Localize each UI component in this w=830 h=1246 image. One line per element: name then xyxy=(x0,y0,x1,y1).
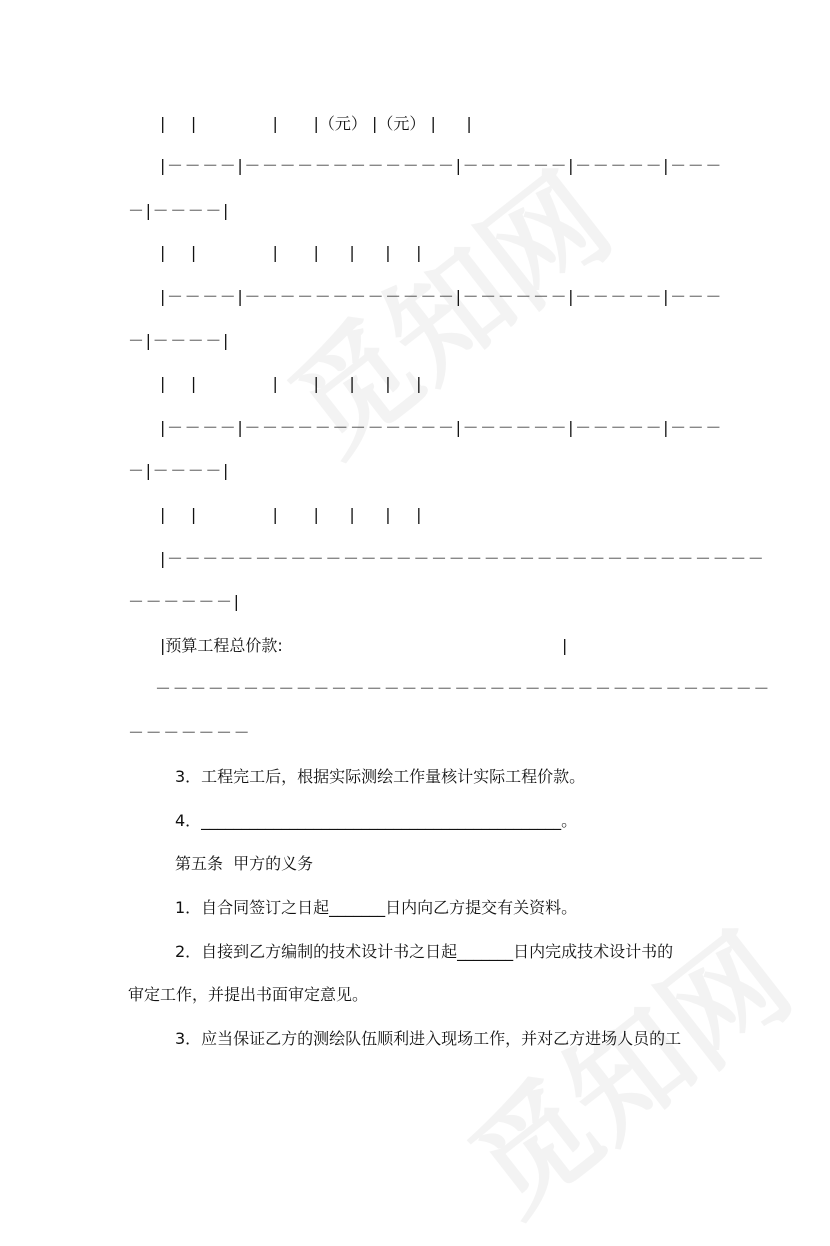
table-separator: |－－－－|－－－－－－－－－－－－|－－－－－－|－－－－－|－－－ xyxy=(160,418,723,437)
table-separator: －－－－－－| xyxy=(128,592,241,611)
table-row: | | | | | | | xyxy=(160,243,422,262)
table-border: | xyxy=(562,636,568,655)
paragraph: 3．应当保证乙方的测绘队伍顺利进入现场工作，并对乙方进场人员的工 xyxy=(175,1029,682,1048)
total-price-label: |预算工程总价款: xyxy=(160,636,283,655)
paragraph: 审定工作，并提出书面审定意见。 xyxy=(128,985,369,1004)
article-heading: 第五条 甲方的义务 xyxy=(175,854,314,873)
table-bottom-border: －－－－－－－－－－－－－－－－－－－－－－－－－－－－－－－－－－－ xyxy=(155,679,772,698)
table-separator: |－－－－|－－－－－－－－－－－－|－－－－－－|－－－－－|－－－ xyxy=(160,156,723,175)
table-bottom-border: －－－－－－－ xyxy=(128,723,252,742)
paragraph: 4．_____________________________________________。 xyxy=(175,811,578,830)
table-separator: |－－－－－－－－－－－－－－－－－－－－－－－－－－－－－－－－－－ xyxy=(160,549,766,568)
table-separator: －|－－－－| xyxy=(128,461,230,480)
paragraph: 3．工程完工后，根据实际测绘工作量核计实际工程价款。 xyxy=(175,767,586,786)
table-separator: －|－－－－| xyxy=(128,331,230,350)
table-row: | | | | | | | xyxy=(160,505,422,524)
table-separator: －|－－－－| xyxy=(128,201,230,220)
paragraph: 1．自合同签订之日起_______日内向乙方提交有关资料。 xyxy=(175,898,578,917)
table-separator: |－－－－|－－－－－－－－－－－－|－－－－－－|－－－－－|－－－ xyxy=(160,287,723,306)
paragraph: 2．自接到乙方编制的技术设计书之日起_______日内完成技术设计书的 xyxy=(175,942,674,961)
table-header-row: | | | |（元） |（元） | | xyxy=(160,114,472,133)
table-row: | | | | | | | xyxy=(160,374,422,393)
